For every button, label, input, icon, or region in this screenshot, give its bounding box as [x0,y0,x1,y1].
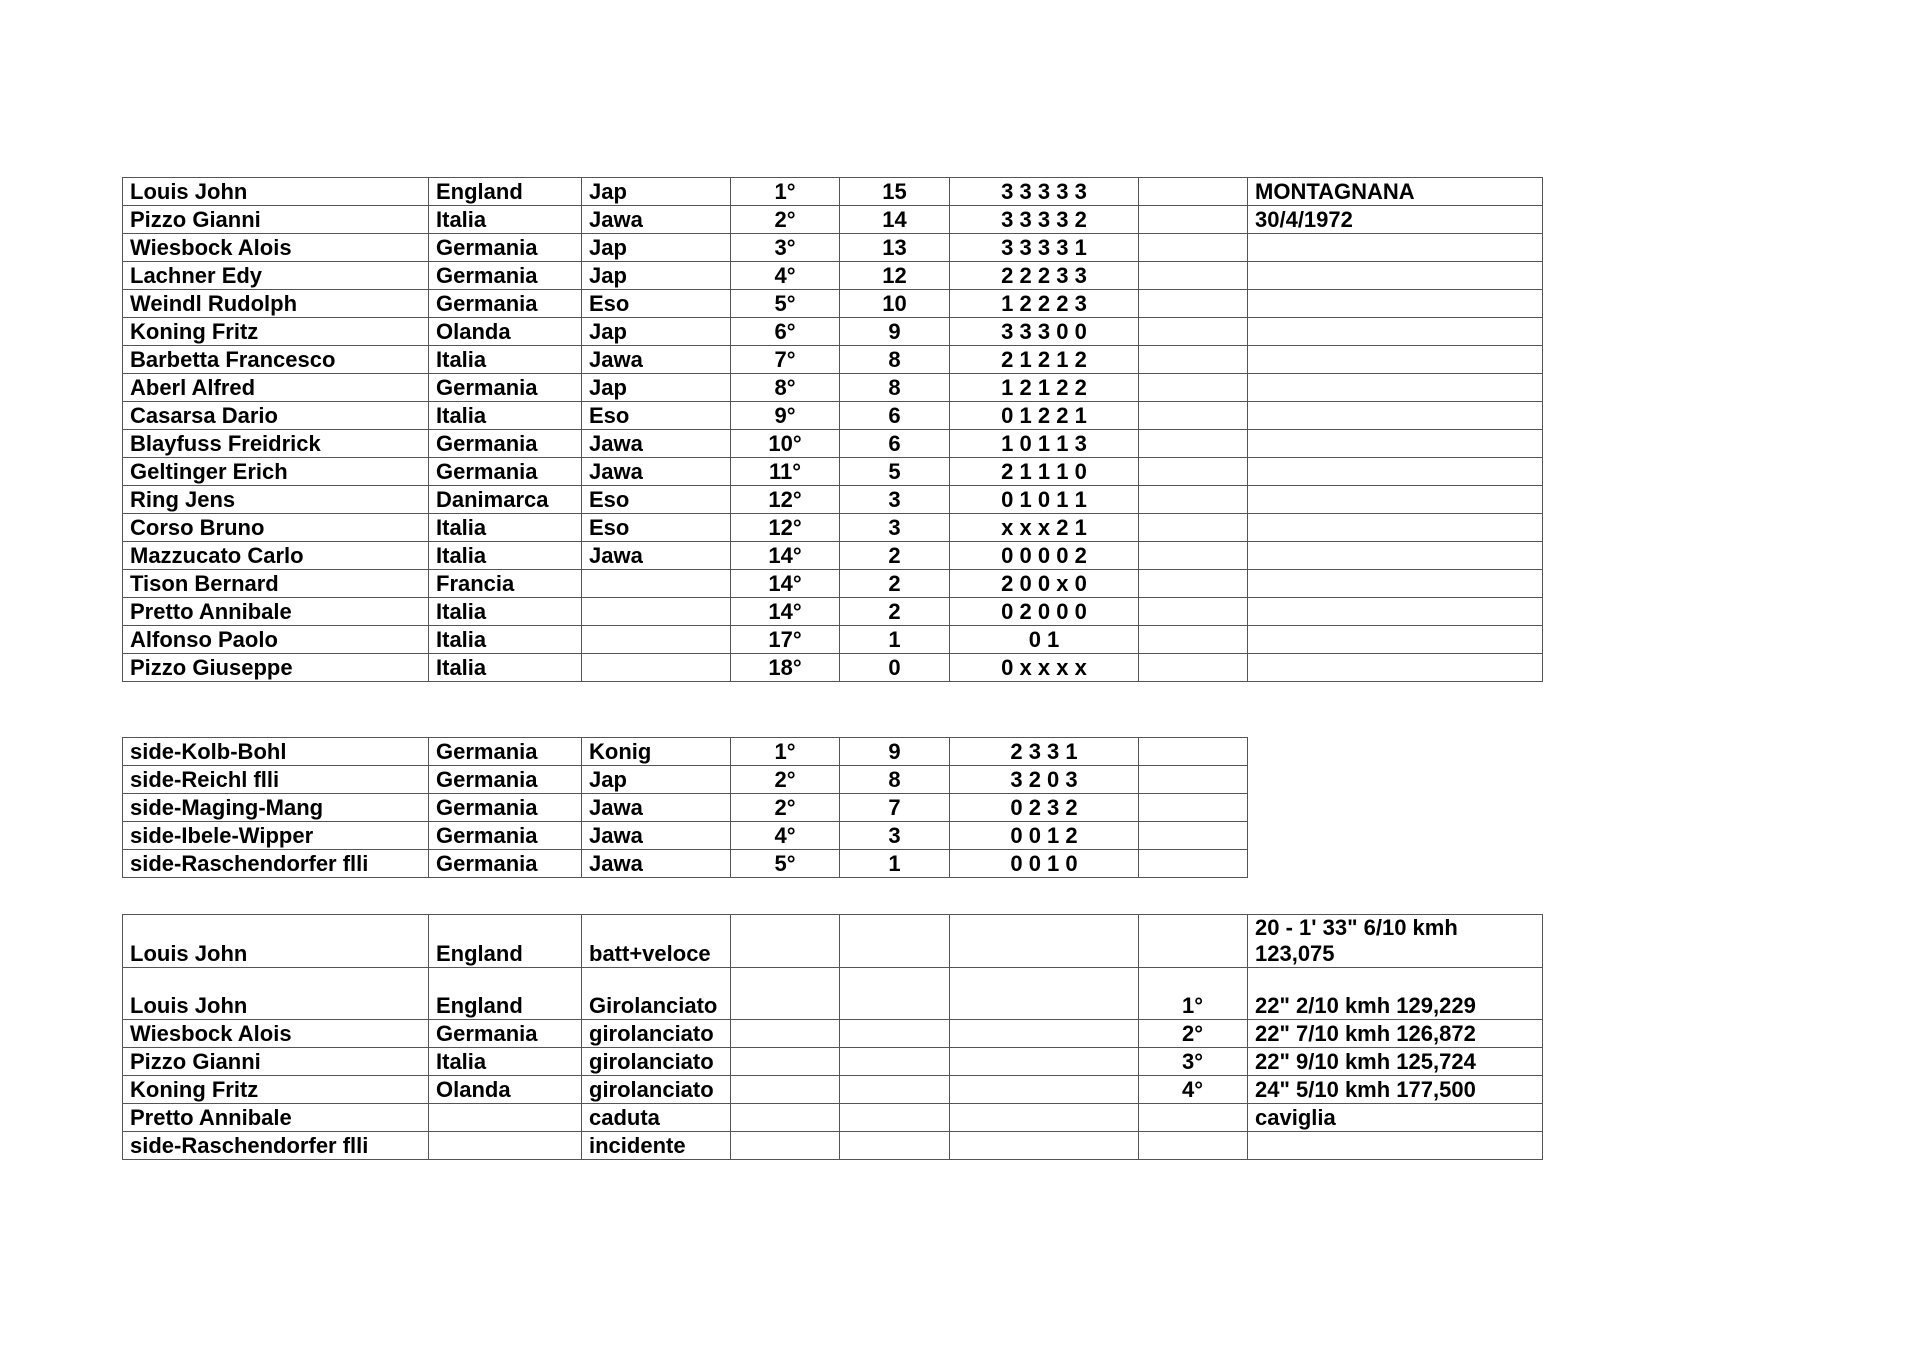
country-cell: Francia [429,570,582,598]
bike-cell: Eso [582,514,731,542]
table-row [123,738,1248,766]
country-cell: Italia [429,542,582,570]
points-cell: 1 [840,850,950,878]
event-cell: incidente [582,1132,731,1160]
extra-cell [1139,766,1248,794]
table-row [123,968,1543,1020]
extra-cell [1139,514,1248,542]
heat-scores-cell: 0 2 3 2 [950,794,1139,822]
points-cell: 7 [840,794,950,822]
country-cell: Olanda [429,1076,582,1104]
bike-cell [582,626,731,654]
extra-cell [1139,738,1248,766]
rank-cell [1139,1104,1248,1132]
extra-cell [1139,598,1248,626]
country-cell: England [429,968,582,1020]
points-cell: 8 [840,766,950,794]
points-cell: 0 [840,654,950,682]
event-cell: caduta [582,1104,731,1132]
points-cell: 5 [840,458,950,486]
blank-1-cell [731,1048,840,1076]
extra-cell [1139,206,1248,234]
position-cell: 14° [731,570,840,598]
blank-2-cell [840,1132,950,1160]
bike-cell: Jap [582,766,731,794]
event-cell: girolanciato [582,1076,731,1104]
time-speed-cell: 22" 2/10 kmh 129,229 [1248,968,1543,1020]
notes-cell [1248,430,1543,458]
blank-1-cell [731,1020,840,1048]
extra-cell [1139,794,1248,822]
rider-name-cell: Geltinger Erich [123,458,429,486]
notes-cell [1248,458,1543,486]
points-cell: 6 [840,402,950,430]
bike-cell: Konig [582,738,731,766]
extra-cell [1139,850,1248,878]
table-row [123,766,1248,794]
bike-cell [582,654,731,682]
position-cell: 17° [731,626,840,654]
extra-cell [1139,234,1248,262]
blank-2-cell [840,1048,950,1076]
crew-name-cell: side-Kolb-Bohl [123,738,429,766]
table-row [123,346,1543,374]
position-cell: 5° [731,850,840,878]
heat-scores-cell: 3 2 0 3 [950,766,1139,794]
points-cell: 14 [840,206,950,234]
rider-name-cell: Weindl Rudolph [123,290,429,318]
points-cell: 10 [840,290,950,318]
blank-3-cell [950,1048,1139,1076]
notes-cell [1248,570,1543,598]
heat-scores-cell: 3 3 3 3 3 [950,178,1139,206]
table-row [123,514,1543,542]
extra-cell [1139,178,1248,206]
table-row [123,374,1543,402]
country-cell: Italia [429,626,582,654]
table-row [123,206,1543,234]
rider-name-cell: Lachner Edy [123,262,429,290]
time-speed-cell: 22" 7/10 kmh 126,872 [1248,1020,1543,1048]
position-cell: 4° [731,822,840,850]
time-speed-cell [1248,1132,1543,1160]
table-row [123,654,1543,682]
rider-name-cell: Pretto Annibale [123,598,429,626]
heat-scores-cell: 3 3 3 3 2 [950,206,1139,234]
bike-cell: Eso [582,402,731,430]
notes-cell [1248,234,1543,262]
notes-cell: MONTAGNANA [1248,178,1543,206]
country-cell: Germania [429,290,582,318]
bike-cell: Jap [582,262,731,290]
rider-name-cell: Aberl Alfred [123,374,429,402]
standings-table [122,177,1543,682]
points-cell: 9 [840,318,950,346]
heat-scores-cell: 0 1 0 1 1 [950,486,1139,514]
points-cell: 2 [840,570,950,598]
blank-1-cell [731,1104,840,1132]
table-row [123,542,1543,570]
bike-cell [582,570,731,598]
heat-scores-cell: 3 3 3 0 0 [950,318,1139,346]
extra-cell [1139,542,1248,570]
position-cell: 2° [731,766,840,794]
rank-cell: 4° [1139,1076,1248,1104]
blank-3-cell [950,915,1139,968]
position-cell: 10° [731,430,840,458]
table-row [123,262,1543,290]
notes-cell [1248,514,1543,542]
heat-scores-cell: 2 0 0 x 0 [950,570,1139,598]
table-row [123,402,1543,430]
position-cell: 1° [731,178,840,206]
rank-cell: 2° [1139,1020,1248,1048]
time-speed-cell: 20 - 1' 33" 6/10 kmh 123,075 [1248,915,1543,968]
position-cell: 7° [731,346,840,374]
table-row [123,1048,1543,1076]
table-row [123,626,1543,654]
blank-2-cell [840,1104,950,1132]
bike-cell: Jawa [582,794,731,822]
rider-name-cell: Louis John [123,915,429,968]
table-row [123,570,1543,598]
position-cell: 4° [731,262,840,290]
position-cell: 2° [731,794,840,822]
position-cell: 14° [731,542,840,570]
rider-name-cell: Pizzo Gianni [123,1048,429,1076]
country-cell: England [429,178,582,206]
bike-cell: Jawa [582,458,731,486]
rider-name-cell: Corso Bruno [123,514,429,542]
rider-name-cell: Mazzucato Carlo [123,542,429,570]
bike-cell [582,598,731,626]
rider-name-cell: Casarsa Dario [123,402,429,430]
notes-cell: 30/4/1972 [1248,206,1543,234]
country-cell: Germania [429,430,582,458]
notes-cell [1248,374,1543,402]
rider-name-cell: Louis John [123,178,429,206]
position-cell: 6° [731,318,840,346]
table-row [123,1020,1543,1048]
extra-cell [1139,318,1248,346]
extra-cell [1139,570,1248,598]
country-cell: Olanda [429,318,582,346]
rider-name-cell: Koning Fritz [123,318,429,346]
blank-3-cell [950,1104,1139,1132]
table-row [123,1076,1543,1104]
position-cell: 12° [731,514,840,542]
extra-cell [1139,374,1248,402]
extra-cell [1139,654,1248,682]
extra-cell [1139,346,1248,374]
country-cell: Italia [429,402,582,430]
rider-name-cell: Pretto Annibale [123,1104,429,1132]
table-row [123,318,1543,346]
country-cell: Germania [429,234,582,262]
rank-cell: 3° [1139,1048,1248,1076]
extra-cell [1139,290,1248,318]
points-cell: 8 [840,374,950,402]
heat-scores-cell: x x x 2 1 [950,514,1139,542]
blank-3-cell [950,968,1139,1020]
sidecar-table [122,737,1248,878]
table-row [123,598,1543,626]
bike-cell: Eso [582,486,731,514]
extra-cell [1139,626,1248,654]
crew-name-cell: side-Reichl flli [123,766,429,794]
points-cell: 3 [840,514,950,542]
points-cell: 12 [840,262,950,290]
rider-name-cell: Pizzo Giuseppe [123,654,429,682]
position-cell: 18° [731,654,840,682]
position-cell: 9° [731,402,840,430]
table-row [123,1104,1543,1132]
rider-name-cell: side-Raschendorfer flli [123,1132,429,1160]
position-cell: 5° [731,290,840,318]
rank-cell [1139,915,1248,968]
notes-cell [1248,598,1543,626]
bike-cell: Jawa [582,822,731,850]
bike-cell: Jawa [582,850,731,878]
country-cell: Germania [429,458,582,486]
bike-cell: Jawa [582,206,731,234]
table-row [123,290,1543,318]
extra-cell [1139,262,1248,290]
heat-scores-cell: 0 0 1 0 [950,850,1139,878]
bike-cell: Jap [582,178,731,206]
points-cell: 13 [840,234,950,262]
position-cell: 1° [731,738,840,766]
bike-cell: Jawa [582,346,731,374]
bike-cell: Jap [582,318,731,346]
notes-cell [1248,346,1543,374]
event-cell: batt+veloce [582,915,731,968]
blank-3-cell [950,1076,1139,1104]
position-cell: 2° [731,206,840,234]
bike-cell: Jawa [582,542,731,570]
heat-scores-cell: 1 2 2 2 3 [950,290,1139,318]
heat-scores-cell: 2 1 1 1 0 [950,458,1139,486]
crew-name-cell: side-Ibele-Wipper [123,822,429,850]
blank-2-cell [840,1076,950,1104]
time-speed-cell: 24" 5/10 kmh 177,500 [1248,1076,1543,1104]
table-row [123,850,1248,878]
blank-3-cell [950,1132,1139,1160]
heat-scores-cell: 2 2 2 3 3 [950,262,1139,290]
heat-scores-cell: 0 x x x x [950,654,1139,682]
heat-scores-cell: 0 0 0 0 2 [950,542,1139,570]
country-cell: Italia [429,206,582,234]
country-cell: Germania [429,374,582,402]
points-cell: 15 [840,178,950,206]
points-cell: 2 [840,598,950,626]
country-cell [429,1132,582,1160]
extra-cell [1139,402,1248,430]
notes-cell [1248,262,1543,290]
points-cell: 1 [840,626,950,654]
rider-name-cell: Koning Fritz [123,1076,429,1104]
event-cell: Girolanciato [582,968,731,1020]
notes-cell [1248,626,1543,654]
time-speed-cell: caviglia [1248,1104,1543,1132]
blank-2-cell [840,915,950,968]
rider-name-cell: Ring Jens [123,486,429,514]
notes-cell [1248,290,1543,318]
position-cell: 8° [731,374,840,402]
bike-cell: Jawa [582,430,731,458]
table-row [123,794,1248,822]
heat-scores-cell: 1 2 1 2 2 [950,374,1139,402]
heat-scores-cell: 0 1 2 2 1 [950,402,1139,430]
table-row [123,486,1543,514]
country-cell: Germania [429,766,582,794]
position-cell: 11° [731,458,840,486]
country-cell: Italia [429,346,582,374]
country-cell: Germania [429,1020,582,1048]
country-cell: Germania [429,262,582,290]
country-cell: Germania [429,738,582,766]
heat-scores-cell: 2 3 3 1 [950,738,1139,766]
country-cell: Italia [429,514,582,542]
rider-name-cell: Wiesbock Alois [123,1020,429,1048]
rank-cell [1139,1132,1248,1160]
blank-1-cell [731,915,840,968]
country-cell: England [429,915,582,968]
crew-name-cell: side-Maging-Mang [123,794,429,822]
country-cell: Italia [429,598,582,626]
points-cell: 3 [840,486,950,514]
rider-name-cell: Tison Bernard [123,570,429,598]
heat-scores-cell: 3 3 3 3 1 [950,234,1139,262]
bike-cell: Jap [582,374,731,402]
bike-cell: Jap [582,234,731,262]
blank-2-cell [840,1020,950,1048]
table-row [123,234,1543,262]
points-cell: 2 [840,542,950,570]
heat-scores-cell: 0 2 0 0 0 [950,598,1139,626]
table-row [123,822,1248,850]
notes-cell [1248,654,1543,682]
extra-cell [1139,486,1248,514]
points-cell: 8 [840,346,950,374]
table-row [123,1132,1543,1160]
country-cell: Germania [429,794,582,822]
points-cell: 6 [840,430,950,458]
blank-2-cell [840,968,950,1020]
rider-name-cell: Blayfuss Freidrick [123,430,429,458]
notes-cell [1248,318,1543,346]
country-cell: Danimarca [429,486,582,514]
rider-name-cell: Louis John [123,968,429,1020]
crew-name-cell: side-Raschendorfer flli [123,850,429,878]
notes-cell [1248,486,1543,514]
extra-cell [1139,822,1248,850]
points-cell: 9 [840,738,950,766]
country-cell: Germania [429,822,582,850]
table-row [123,915,1543,968]
heat-scores-cell: 0 0 1 2 [950,822,1139,850]
blank-1-cell [731,968,840,1020]
rider-name-cell: Barbetta Francesco [123,346,429,374]
position-cell: 14° [731,598,840,626]
blank-3-cell [950,1020,1139,1048]
rider-name-cell: Wiesbock Alois [123,234,429,262]
table-row [123,178,1543,206]
event-cell: girolanciato [582,1020,731,1048]
extra-cell [1139,430,1248,458]
country-cell: Italia [429,654,582,682]
country-cell: Germania [429,850,582,878]
heat-scores-cell: 0 1 [950,626,1139,654]
event-cell: girolanciato [582,1048,731,1076]
country-cell [429,1104,582,1132]
blank-1-cell [731,1076,840,1104]
time-speed-cell: 22" 9/10 kmh 125,724 [1248,1048,1543,1076]
extra-cell [1139,458,1248,486]
notes-cell [1248,542,1543,570]
table-row [123,458,1543,486]
heat-scores-cell: 1 0 1 1 3 [950,430,1139,458]
rank-cell: 1° [1139,968,1248,1020]
rider-name-cell: Pizzo Gianni [123,206,429,234]
country-cell: Italia [429,1048,582,1076]
rider-name-cell: Alfonso Paolo [123,626,429,654]
heat-scores-cell: 2 1 2 1 2 [950,346,1139,374]
points-cell: 3 [840,822,950,850]
timings-table [122,914,1543,1160]
position-cell: 12° [731,486,840,514]
bike-cell: Eso [582,290,731,318]
blank-1-cell [731,1132,840,1160]
table-row [123,430,1543,458]
notes-cell [1248,402,1543,430]
position-cell: 3° [731,234,840,262]
